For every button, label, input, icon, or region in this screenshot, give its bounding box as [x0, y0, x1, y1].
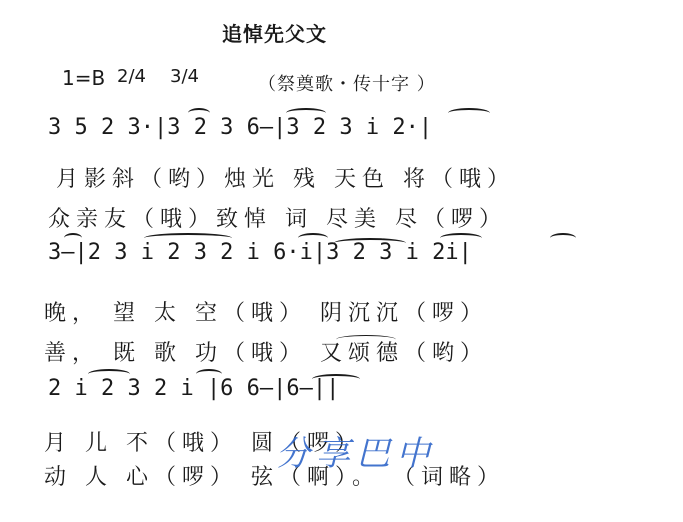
subtitle: （祭奠歌・传十字 ） — [258, 74, 436, 95]
watermark: 分享巴中 — [276, 434, 436, 474]
notation-line-1: 3 5 2 3·|3 2 3 6—|3 2 3 i 2·| — [48, 115, 433, 140]
lyric-line-4: 善， 既 歌 功（哦） 又颂德（哟） — [44, 341, 488, 366]
slur-arc — [440, 233, 482, 243]
time-signature-a: 2/4 — [117, 66, 146, 87]
lyric-line-2: 众亲友（哦）致悼 词 尽美 尽（啰） — [48, 207, 507, 232]
slur-arc — [88, 369, 130, 379]
lyric-line-1: 月影斜（哟）烛光 残 天色 将（哦） — [56, 167, 515, 192]
slur-arc — [144, 233, 232, 243]
slur-arc — [196, 369, 222, 379]
slur-arc — [336, 335, 396, 344]
slur-arc — [188, 108, 210, 118]
slur-arc — [448, 108, 490, 118]
slur-arc — [550, 233, 576, 243]
slur-arc — [298, 233, 328, 243]
slur-arc — [286, 108, 326, 118]
lyric-line-3: 晚， 望 太 空（哦） 阴沉沉（啰） — [44, 301, 488, 326]
slur-arc — [334, 238, 406, 248]
notation-line-2: 3—|2 3 i 2 3 2 i 6·i|3 2 3 i 2i| — [48, 240, 472, 265]
lyric-line-5: 月 儿 不（哦） 圆（啰） — [44, 431, 363, 456]
lyric-line-6: 动 人 心（啰） 弦（啊）。 （词略） — [44, 465, 505, 490]
slur-arc — [312, 374, 360, 384]
time-signature-b: 3/4 — [170, 66, 199, 87]
notation-line-3: 2 i 2 3 2 i |6 6—|6—|| — [48, 376, 340, 401]
page-title: 追悼先父文 — [222, 22, 327, 46]
key-signature: 1=B — [62, 66, 106, 90]
slur-arc — [64, 233, 82, 243]
